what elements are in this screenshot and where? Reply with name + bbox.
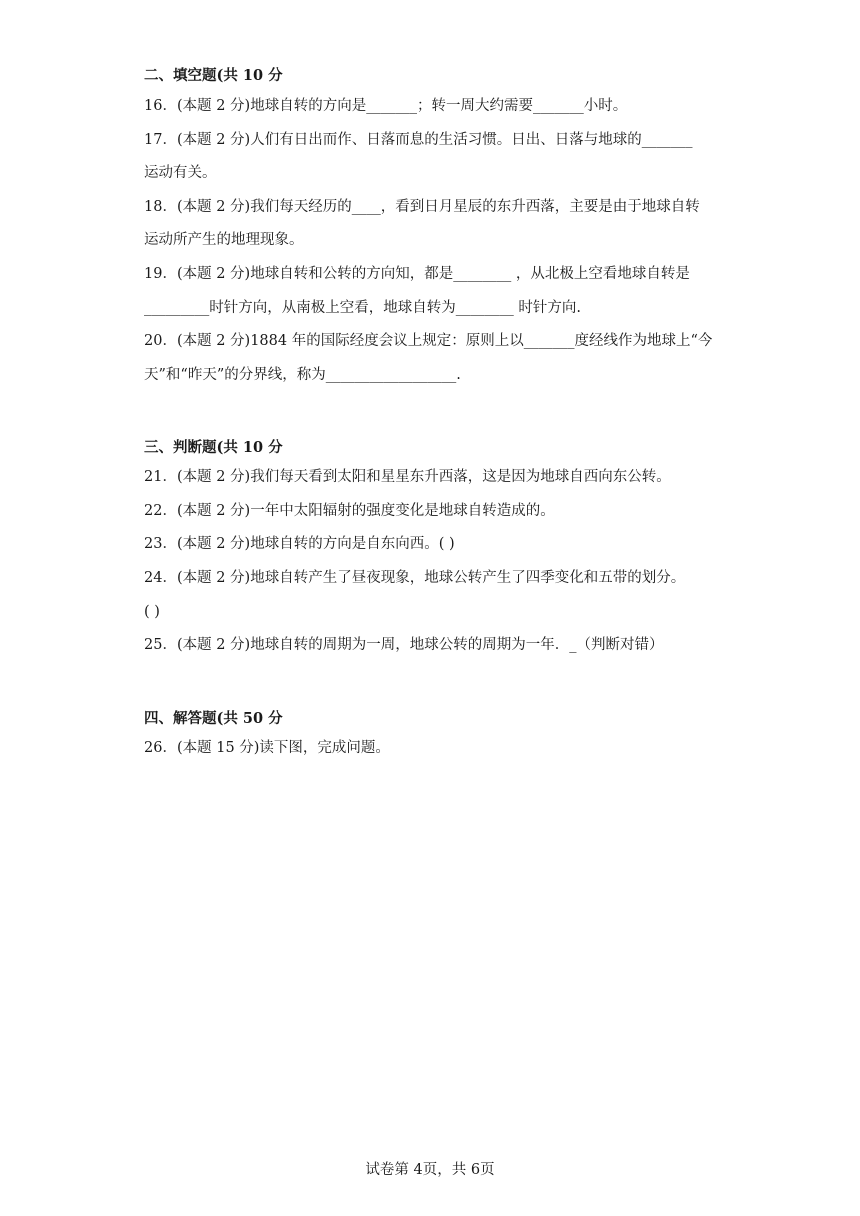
question-18-cont: 运动所产生的地理现象。: [144, 232, 304, 248]
question-26: 26．(本题 15 分)读下图，完成问题。: [144, 740, 390, 756]
question-25: 25．(本题 2 分)地球自转的周期为一周，地球公转的周期为一年．_（判断对错）: [144, 637, 664, 653]
question-16: 16．(本题 2 分)地球自转的方向是_______；转一周大约需要_______小时。: [144, 98, 628, 114]
question-19: 19．(本题 2 分)地球自转和公转的方向知，都是________ ，从北极上空看地球自转是: [144, 266, 690, 282]
question-22: 22．(本题 2 分)一年中太阳辐射的强度变化是地球自转造成的。: [144, 503, 555, 519]
section-heading-fill-in: 二、填空题(共 10 分: [144, 67, 283, 84]
question-21: 21．(本题 2 分)我们每天看到太阳和星星东升西落，这是因为地球自西向东公转。: [144, 469, 671, 485]
question-19-cont: _________时针方向，从南极上空看，地球自转为________ 时针方向.: [144, 300, 581, 316]
question-23: 23．(本题 2 分)地球自转的方向是自东向西。( ): [144, 536, 455, 552]
question-24-cont: ( ): [144, 604, 160, 620]
question-17-cont: 运动有关。: [144, 165, 217, 181]
page-footer: 试卷第 4页，共 6页: [365, 1162, 495, 1178]
question-17: 17．(本题 2 分)人们有日出而作、日落而息的生活习惯。日出、日落与地球的_______: [144, 132, 693, 148]
section-heading-answer: 四、解答题(共 50 分: [144, 710, 283, 727]
question-20: 20．(本题 2 分)1884 年的国际经度会议上规定：原则上以_______度经线作为地球上“今: [144, 333, 713, 349]
question-18: 18．(本题 2 分)我们每天经历的____，看到日月星辰的东升西落，主要是由于地球自转: [144, 199, 700, 215]
section-heading-true-false: 三、判断题(共 10 分: [144, 439, 283, 456]
question-20-cont: 天”和“昨天”的分界线，称为__________________.: [144, 367, 461, 383]
question-24: 24．(本题 2 分)地球自转产生了昼夜现象，地球公转产生了四季变化和五带的划分。: [144, 570, 686, 586]
